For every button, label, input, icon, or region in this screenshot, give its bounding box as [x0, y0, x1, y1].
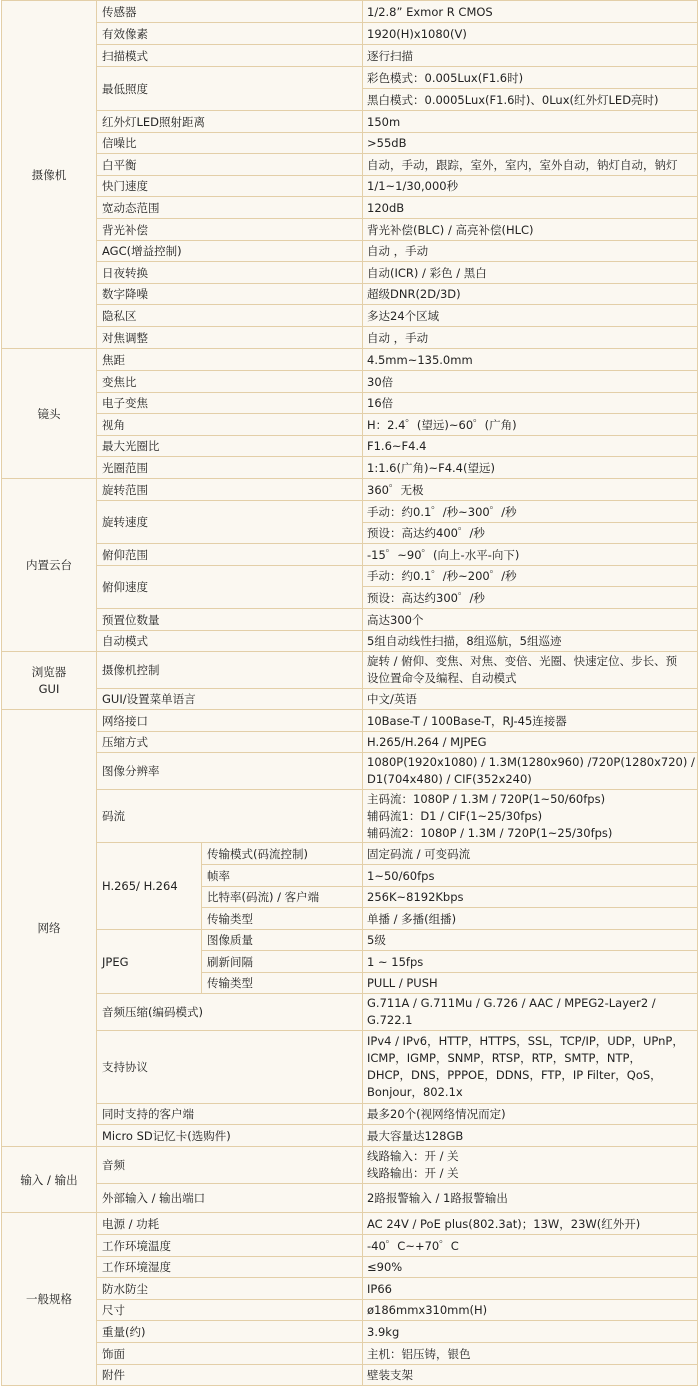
spec-label: 快门速度: [97, 176, 363, 197]
category-line: GUI: [38, 681, 60, 696]
spec-sublabel: 传输类型: [202, 973, 363, 994]
spec-sublabel: 刷新间隔: [202, 951, 363, 973]
spec-value: H：2.4゜(望远)~60゜(广角): [363, 414, 698, 436]
spec-label: 工作环境温度: [97, 1235, 363, 1257]
category-io: 输入 / 输出: [2, 1147, 97, 1213]
spec-label: 对焦调整: [97, 327, 363, 349]
category-network: 网络: [2, 710, 97, 1147]
spec-value: 预设：高达约300゜/秒: [363, 587, 698, 609]
spec-value: 自动 ，手动: [363, 327, 698, 349]
value-line: 1080P(1920x1080) / 1.3M(1280x960) /720P(1280x720) /: [367, 755, 695, 769]
value-line: IPv4 / IPv6，HTTP，HTTPS，SSL，TCP/IP，UDP，UPnP，: [367, 1034, 684, 1048]
spec-value: 5组自动线性扫描，8组巡航，5组巡迹: [363, 631, 698, 652]
spec-label: GUI/设置菜单语言: [97, 689, 363, 710]
spec-value: 1920(H)x1080(V): [363, 23, 698, 45]
spec-label: 预置位数量: [97, 609, 363, 631]
value-line: G.722.1: [367, 1013, 413, 1027]
spec-value: 高达300个: [363, 609, 698, 631]
spec-value: >55dB: [363, 133, 698, 154]
spec-value: 120dB: [363, 197, 698, 219]
spec-value: 5级: [363, 930, 698, 951]
value-line: 辅码流1：D1 / CIF(1~25/30fps): [367, 808, 543, 823]
value-line: 设位置命令及编程、自动模式: [367, 671, 517, 685]
spec-label: 尺寸: [97, 1300, 363, 1321]
spec-label: 扫描模式: [97, 45, 363, 67]
spec-label: 饰面: [97, 1343, 363, 1365]
spec-label: 音频压缩(编码模式): [97, 994, 363, 1031]
spec-label: 旋转速度: [97, 501, 363, 544]
spec-value: 1~50/60fps: [363, 865, 698, 887]
spec-label: 视角: [97, 414, 363, 436]
spec-value: 2路报警输入 / 1路报警输出: [363, 1184, 698, 1213]
spec-label: 电子变焦: [97, 393, 363, 414]
spec-value: 最多20个(视网络情况而定): [363, 1104, 698, 1125]
spec-label: 工作环境湿度: [97, 1257, 363, 1278]
value-line: 旋转 / 俯仰、变焦、对焦、变倍、光圈、快速定位、步长、预: [367, 654, 678, 668]
value-line: 辅码流2：1080P / 1.3M / 720P(1~25/30fps): [367, 825, 613, 840]
value-line: DHCP，DNS，PPPOE，DDNS，FTP，IP Filter，QoS，: [367, 1068, 662, 1082]
category-pan-tilt: 内置云台: [2, 479, 97, 652]
spec-value: ≤90%: [363, 1257, 698, 1278]
spec-value: 256K~8192Kbps: [363, 887, 698, 908]
spec-value: 彩色模式：0.005Lux(F1.6时): [363, 67, 698, 89]
spec-value: 手动：约0.1゜/秒~300゜/秒: [363, 501, 698, 523]
spec-sublabel: 图像质量: [202, 930, 363, 951]
spec-value: [363, 994, 698, 1031]
spec-label: 同时支持的客户端: [97, 1104, 363, 1125]
value-line: ICMP，IGMP，SNMP，RTSP，RTP，SMTP，NTP，: [367, 1051, 641, 1065]
spec-value: IP66: [363, 1278, 698, 1300]
spec-value: [363, 1031, 698, 1104]
value-line: Bonjour，802.1x: [367, 1085, 463, 1099]
spec-value: 3.9kg: [363, 1321, 698, 1343]
spec-label: 外部输入 / 输出端口: [97, 1184, 363, 1213]
spec-label: 自动模式: [97, 631, 363, 652]
value-line: 线路输出：开 / 关: [367, 1166, 459, 1180]
spec-value: [363, 652, 698, 689]
category-line: 浏览器: [31, 664, 67, 679]
spec-value: [363, 753, 698, 790]
spec-value: 1 ~ 15fps: [363, 951, 698, 973]
spec-value: F1.6~F4.4: [363, 436, 698, 457]
value-line: G.711A / G.711Mu / G.726 / AAC / MPEG2-Layer2 /: [367, 996, 656, 1010]
spec-label: 白平衡: [97, 154, 363, 176]
category-camera: 摄像机: [2, 1, 97, 349]
spec-value: ø186mmx310mm(H): [363, 1300, 698, 1321]
spec-value: PULL / PUSH: [363, 973, 698, 994]
spec-label: 俯仰范围: [97, 544, 363, 566]
spec-label: 重量(约): [97, 1321, 363, 1343]
value-line: D1(704x480) / CIF(352x240): [367, 772, 532, 786]
spec-label: 电源 / 功耗: [97, 1213, 363, 1235]
spec-label: 支持协议: [97, 1031, 363, 1104]
category-general: 一般规格: [2, 1213, 97, 1386]
spec-value: 固定码流 / 可变码流: [363, 843, 698, 865]
spec-value: 150m: [363, 111, 698, 133]
spec-sublabel: 传输类型: [202, 908, 363, 930]
spec-value: 360゜无极: [363, 479, 698, 501]
spec-label: 信噪比: [97, 133, 363, 154]
spec-label: 传感器: [97, 1, 363, 23]
spec-value: [363, 1147, 698, 1184]
spec-label: 防水防尘: [97, 1278, 363, 1300]
spec-value: 单播 / 多播(组播): [363, 908, 698, 930]
spec-label: 图像分辨率: [97, 753, 363, 790]
group-h265-h264: H.265/ H.264: [97, 843, 202, 930]
spec-value: 手动：约0.1゜/秒~200゜/秒: [363, 566, 698, 587]
spec-value: 1/1~1/30,000秒: [363, 176, 698, 197]
group-jpeg: JPEG: [97, 930, 202, 994]
spec-value: [363, 790, 698, 843]
spec-value: 黑白模式：0.0005Lux(F1.6时)、0Lux(红外灯LED亮时): [363, 89, 698, 111]
spec-value: 中文/英语: [363, 689, 698, 710]
spec-label: 背光补偿: [97, 219, 363, 241]
spec-sublabel: 帧率: [202, 865, 363, 887]
spec-label: 日夜转换: [97, 262, 363, 284]
spec-value: 自动，手动，跟踪，室外，室内，室外自动，钠灯自动，钠灯: [363, 154, 698, 176]
spec-value: 超级DNR(2D/3D): [363, 284, 698, 305]
spec-value: 壁装支架: [363, 1365, 698, 1386]
spec-label: AGC(增益控制): [97, 241, 363, 262]
spec-value: 4.5mm~135.0mm: [363, 349, 698, 371]
spec-label: 宽动态范围: [97, 197, 363, 219]
spec-value: AC 24V / PoE plus(802.3at)；13W，23W(红外开): [363, 1213, 698, 1235]
spec-value: -40゜C~+70゜C: [363, 1235, 698, 1257]
spec-value: H.265/H.264 / MJPEG: [363, 732, 698, 753]
spec-value: 10Base-T / 100Base-T，RJ-45连接器: [363, 710, 698, 732]
spec-value: 最大容量达128GB: [363, 1125, 698, 1147]
category-browser-gui: [2, 652, 97, 710]
spec-label: 数字降噪: [97, 284, 363, 305]
spec-label: 隐私区: [97, 305, 363, 327]
value-line: 线路输入：开 / 关: [367, 1149, 459, 1163]
spec-label: 旋转范围: [97, 479, 363, 501]
spec-sublabel: 传输模式(码流控制): [202, 843, 363, 865]
spec-label: 红外灯LED照射距离: [97, 111, 363, 133]
spec-value: 16倍: [363, 393, 698, 414]
spec-label: 最大光圈比: [97, 436, 363, 457]
spec-table: [1, 0, 698, 1386]
spec-value: 自动 ，手动: [363, 241, 698, 262]
spec-value: 30倍: [363, 371, 698, 393]
spec-sublabel: 比特率(码流) / 客户端: [202, 887, 363, 908]
spec-label: 压缩方式: [97, 732, 363, 753]
spec-value: 多达24个区域: [363, 305, 698, 327]
spec-label: 焦距: [97, 349, 363, 371]
spec-value: 1/2.8” Exmor R CMOS: [363, 1, 698, 23]
spec-value: -15゜~90゜(向上-水平-向下): [363, 544, 698, 566]
spec-label: 俯仰速度: [97, 566, 363, 609]
spec-label: 音频: [97, 1147, 363, 1184]
spec-value: 逐行扫描: [363, 45, 698, 67]
spec-label: Micro SD记忆卡(选购件): [97, 1125, 363, 1147]
value-line: 主码流：1080P / 1.3M / 720P(1~50/60fps): [367, 791, 606, 806]
spec-value: 自动(ICR) / 彩色 / 黑白: [363, 262, 698, 284]
spec-label: 网络接口: [97, 710, 363, 732]
spec-label: 光圈范围: [97, 457, 363, 479]
spec-label: 变焦比: [97, 371, 363, 393]
spec-label: 附件: [97, 1365, 363, 1386]
spec-label: 有效像素: [97, 23, 363, 45]
spec-label: 码流: [97, 790, 363, 843]
spec-value: 1:1.6(广角)~F4.4(望远): [363, 457, 698, 479]
spec-label: 最低照度: [97, 67, 363, 111]
category-lens: 镜头: [2, 349, 97, 479]
spec-label: 摄像机控制: [97, 652, 363, 689]
spec-value: 主机：铝压铸，银色: [363, 1343, 698, 1365]
spec-value: 预设：高达约400゜/秒: [363, 523, 698, 544]
spec-value: 背光补偿(BLC) / 高亮补偿(HLC): [363, 219, 698, 241]
